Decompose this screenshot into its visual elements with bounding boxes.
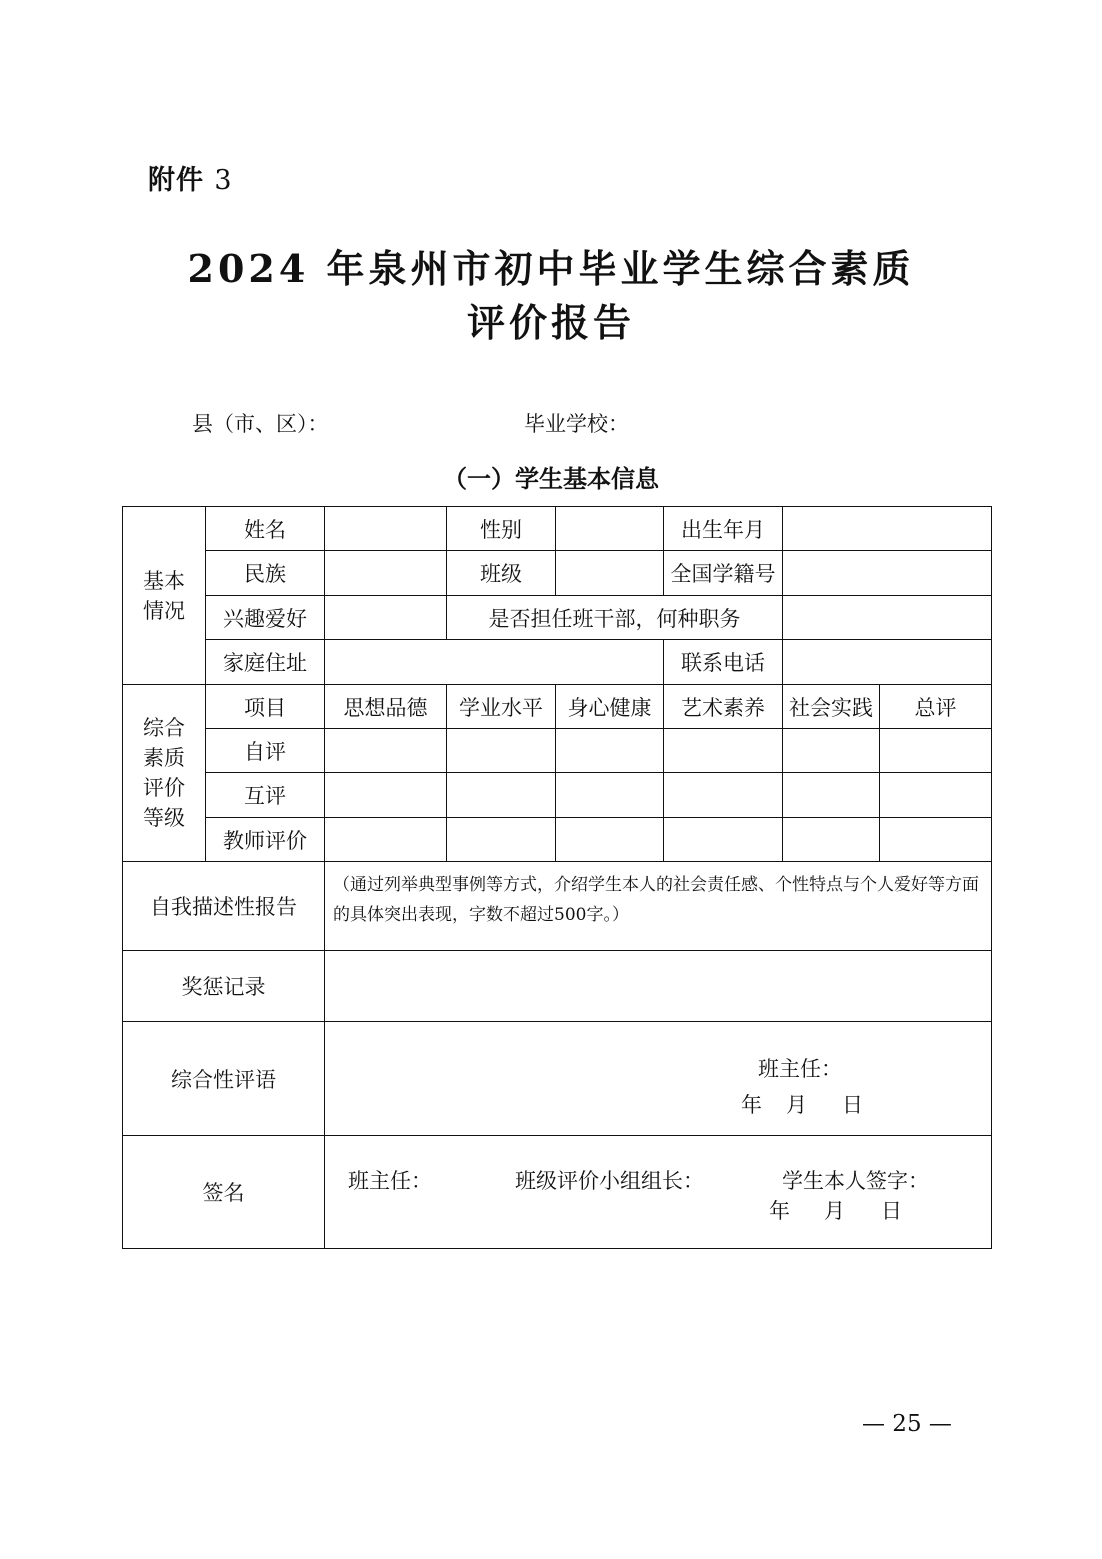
grade-cell[interactable]	[783, 729, 880, 773]
document-title-line2: 评价报告	[466, 300, 635, 345]
comment-teacher-label: 班主任：	[758, 1057, 842, 1081]
grade-cell[interactable]	[556, 818, 664, 862]
student-id-label: 全国学籍号	[664, 551, 783, 596]
basic-row-4	[123, 640, 992, 685]
quality-group-label	[123, 685, 206, 862]
grade-cell[interactable]	[783, 818, 880, 862]
basic-group-label	[123, 507, 206, 685]
basic-group-label-line1: 基本	[143, 568, 185, 593]
quality-group-label-line2: 素质	[143, 746, 185, 770]
awards-label: 奖惩记录	[123, 951, 325, 1022]
grade-cell[interactable]	[447, 729, 556, 773]
comment-value-cell[interactable]	[325, 1022, 992, 1136]
grade-cell[interactable]	[880, 773, 992, 818]
signature-value-cell[interactable]	[325, 1136, 992, 1249]
grade-cell[interactable]	[880, 729, 992, 773]
phone-label: 联系电话	[664, 640, 783, 685]
grade-cell[interactable]	[556, 729, 664, 773]
grade-cell[interactable]	[880, 818, 992, 862]
address-value-cell[interactable]	[325, 640, 664, 685]
grade-cell[interactable]	[783, 773, 880, 818]
county-field-label: 县（市、区）：	[192, 412, 329, 436]
comment-row	[123, 1022, 992, 1136]
gender-value-cell[interactable]	[556, 507, 664, 551]
grade-cell[interactable]	[447, 773, 556, 818]
quality-group-label-line3: 评价	[143, 776, 185, 800]
quality-col-item: 项目	[206, 685, 325, 729]
signature-group-leader-label: 班级评价小组组长：	[515, 1169, 704, 1193]
hobby-value-cell[interactable]	[325, 596, 447, 640]
grade-cell[interactable]	[325, 729, 447, 773]
attachment-label	[148, 158, 233, 197]
ethnicity-label: 民族	[206, 551, 325, 596]
signature-student-label: 学生本人签字：	[782, 1169, 929, 1193]
signature-row	[123, 1136, 992, 1249]
signature-teacher-label: 班主任：	[348, 1169, 432, 1193]
quality-col-practice: 社会实践	[783, 685, 880, 729]
address-label: 家庭住址	[206, 640, 325, 685]
name-value-cell[interactable]	[325, 507, 447, 551]
quality-col-morality: 思想品德	[325, 685, 447, 729]
name-label: 姓名	[206, 507, 325, 551]
quality-header-row	[123, 685, 992, 729]
self-report-row	[123, 862, 992, 951]
basic-group-label-line2: 情况	[143, 598, 185, 623]
comment-date-year: 年	[741, 1093, 762, 1117]
self-report-hint[interactable]: （通过列举典型事例等方式，介绍学生本人的社会责任感、个性特点与个人爱好等方面的具体突出表现，字数不超过500字。）	[325, 862, 992, 951]
student-id-value-cell[interactable]	[783, 551, 992, 596]
birth-value-cell[interactable]	[783, 507, 992, 551]
attachment-number: 3	[214, 165, 233, 196]
evaluation-form-table	[122, 506, 992, 1249]
section-title: （一）学生基本信息	[443, 464, 659, 493]
quality-row-self	[123, 729, 992, 773]
grade-cell[interactable]	[447, 818, 556, 862]
grade-cell[interactable]	[664, 818, 783, 862]
class-value-cell[interactable]	[556, 551, 664, 596]
signature-date-year: 年	[769, 1199, 790, 1223]
ethnicity-value-cell[interactable]	[325, 551, 447, 596]
comment-date-day: 日	[842, 1093, 863, 1117]
grade-cell[interactable]	[664, 773, 783, 818]
phone-value-cell[interactable]	[783, 640, 992, 685]
signature-date-day: 日	[881, 1199, 902, 1223]
comment-date-month: 月	[786, 1093, 807, 1117]
cadre-label: 是否担任班干部，何种职务	[447, 596, 783, 640]
signature-date-month: 月	[824, 1199, 845, 1223]
page-number: — 25 —	[862, 1411, 952, 1437]
basic-row-3	[123, 596, 992, 640]
grade-cell[interactable]	[325, 773, 447, 818]
school-field-label: 毕业学校：	[524, 412, 629, 436]
quality-row-teacher	[123, 818, 992, 862]
awards-value-cell[interactable]	[325, 951, 992, 1022]
attachment-text: 附件	[148, 165, 204, 196]
quality-group-label-line1: 综合	[143, 716, 185, 740]
quality-row-label: 自评	[206, 729, 325, 773]
hobby-label: 兴趣爱好	[206, 596, 325, 640]
quality-col-overall: 总评	[880, 685, 992, 729]
quality-group-label-line4: 等级	[143, 806, 185, 830]
quality-row-label: 教师评价	[206, 818, 325, 862]
class-label: 班级	[447, 551, 556, 596]
basic-row-2	[123, 551, 992, 596]
quality-row-peer	[123, 773, 992, 818]
grade-cell[interactable]	[556, 773, 664, 818]
quality-row-label: 互评	[206, 773, 325, 818]
gender-label: 性别	[447, 507, 556, 551]
basic-row-1	[123, 507, 992, 551]
signature-label: 签名	[123, 1136, 325, 1249]
grade-cell[interactable]	[664, 729, 783, 773]
grade-cell[interactable]	[325, 818, 447, 862]
self-report-label: 自我描述性报告	[123, 862, 325, 951]
cadre-value-cell[interactable]	[783, 596, 992, 640]
birth-label: 出生年月	[664, 507, 783, 551]
quality-col-academic: 学业水平	[447, 685, 556, 729]
awards-row	[123, 951, 992, 1022]
document-title-line1: 2024 年泉州市初中毕业学生综合素质	[187, 246, 915, 291]
quality-col-health: 身心健康	[556, 685, 664, 729]
quality-col-art: 艺术素养	[664, 685, 783, 729]
comment-label: 综合性评语	[123, 1022, 325, 1136]
